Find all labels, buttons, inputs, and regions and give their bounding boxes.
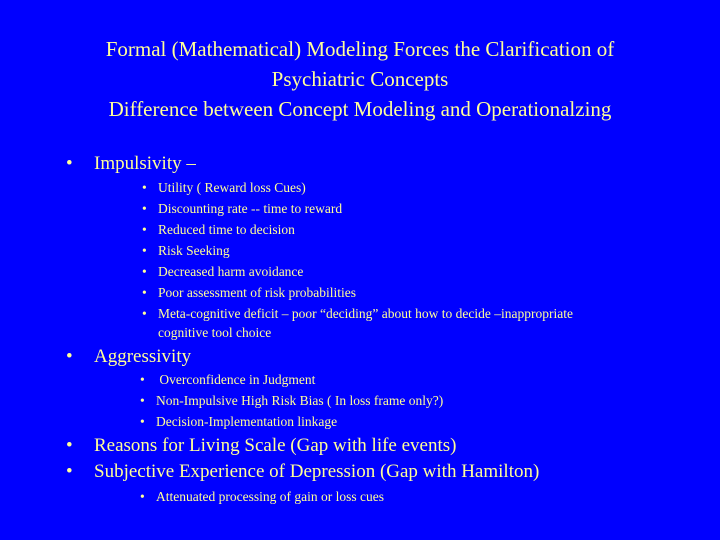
- depression-heading: Subjective Experience of Depression (Gap with Hamilton): [94, 461, 540, 482]
- reasons-heading: Reasons for Living Scale (Gap with life events): [94, 435, 457, 456]
- aggressivity-item-text: Decision-Implementation linkage: [156, 414, 338, 429]
- aggressivity-heading: Aggressivity: [94, 346, 192, 367]
- bullet-symbol: •: [140, 414, 145, 429]
- bullet-symbol: •: [66, 461, 73, 482]
- aggressivity-item-text: Non-Impulsive High Risk Bias ( In loss frame only?): [156, 393, 444, 408]
- impulsivity-item-continuation: cognitive tool choice: [158, 325, 272, 340]
- bullet-impulsivity: [66, 152, 196, 176]
- impulsivity-item-text: Poor assessment of risk probabilities: [158, 285, 356, 300]
- impulsivity-item: [142, 282, 356, 303]
- impulsivity-item-text: Reduced time to decision: [158, 222, 295, 237]
- bullet-aggressivity: [66, 345, 191, 369]
- bullet-symbol: •: [66, 153, 73, 174]
- aggressivity-item: [140, 369, 315, 390]
- title-line-3: Difference between Concept Modeling and Operationalzing: [108, 97, 612, 121]
- aggressivity-item: [140, 390, 443, 411]
- bullet-symbol: •: [142, 180, 147, 195]
- bullet-symbol: •: [142, 285, 147, 300]
- impulsivity-item-text: Risk Seeking: [158, 243, 230, 258]
- bullet-symbol: •: [142, 222, 147, 237]
- bullet-symbol: •: [142, 306, 147, 321]
- title-line-2: Psychiatric Concepts: [271, 67, 449, 91]
- impulsivity-item: [142, 219, 295, 240]
- bullet-symbol: •: [142, 264, 147, 279]
- bullet-symbol: •: [66, 435, 73, 456]
- aggressivity-item-text: Overconfidence in Judgment: [156, 372, 316, 387]
- bullet-symbol: •: [140, 489, 145, 504]
- impulsivity-item-text: Utility ( Reward loss Cues): [158, 180, 306, 195]
- bullet-symbol: •: [66, 346, 73, 367]
- impulsivity-item: [142, 240, 230, 261]
- impulsivity-item: [142, 177, 306, 198]
- aggressivity-item: [140, 411, 337, 432]
- bullet-reasons-for-living: [66, 434, 456, 458]
- depression-item: [140, 486, 384, 507]
- impulsivity-item: [142, 303, 573, 324]
- impulsivity-item: [142, 261, 303, 282]
- impulsivity-heading: Impulsivity –: [94, 153, 196, 174]
- impulsivity-item-text: Meta-cognitive deficit – poor “deciding” about how to decide –inappropriate: [158, 306, 573, 321]
- bullet-symbol: •: [140, 393, 145, 408]
- bullet-depression: [66, 460, 539, 484]
- impulsivity-item: [142, 198, 342, 219]
- bullet-symbol: •: [142, 243, 147, 258]
- depression-item-text: Attenuated processing of gain or loss cues: [156, 489, 384, 504]
- bullet-symbol: •: [142, 201, 147, 216]
- title-line-1: Formal (Mathematical) Modeling Forces the Clarification of: [105, 37, 615, 61]
- impulsivity-item-text: Discounting rate -- time to reward: [158, 201, 343, 216]
- impulsivity-item-text: Decreased harm avoidance: [158, 264, 304, 279]
- bullet-symbol: •: [140, 372, 145, 387]
